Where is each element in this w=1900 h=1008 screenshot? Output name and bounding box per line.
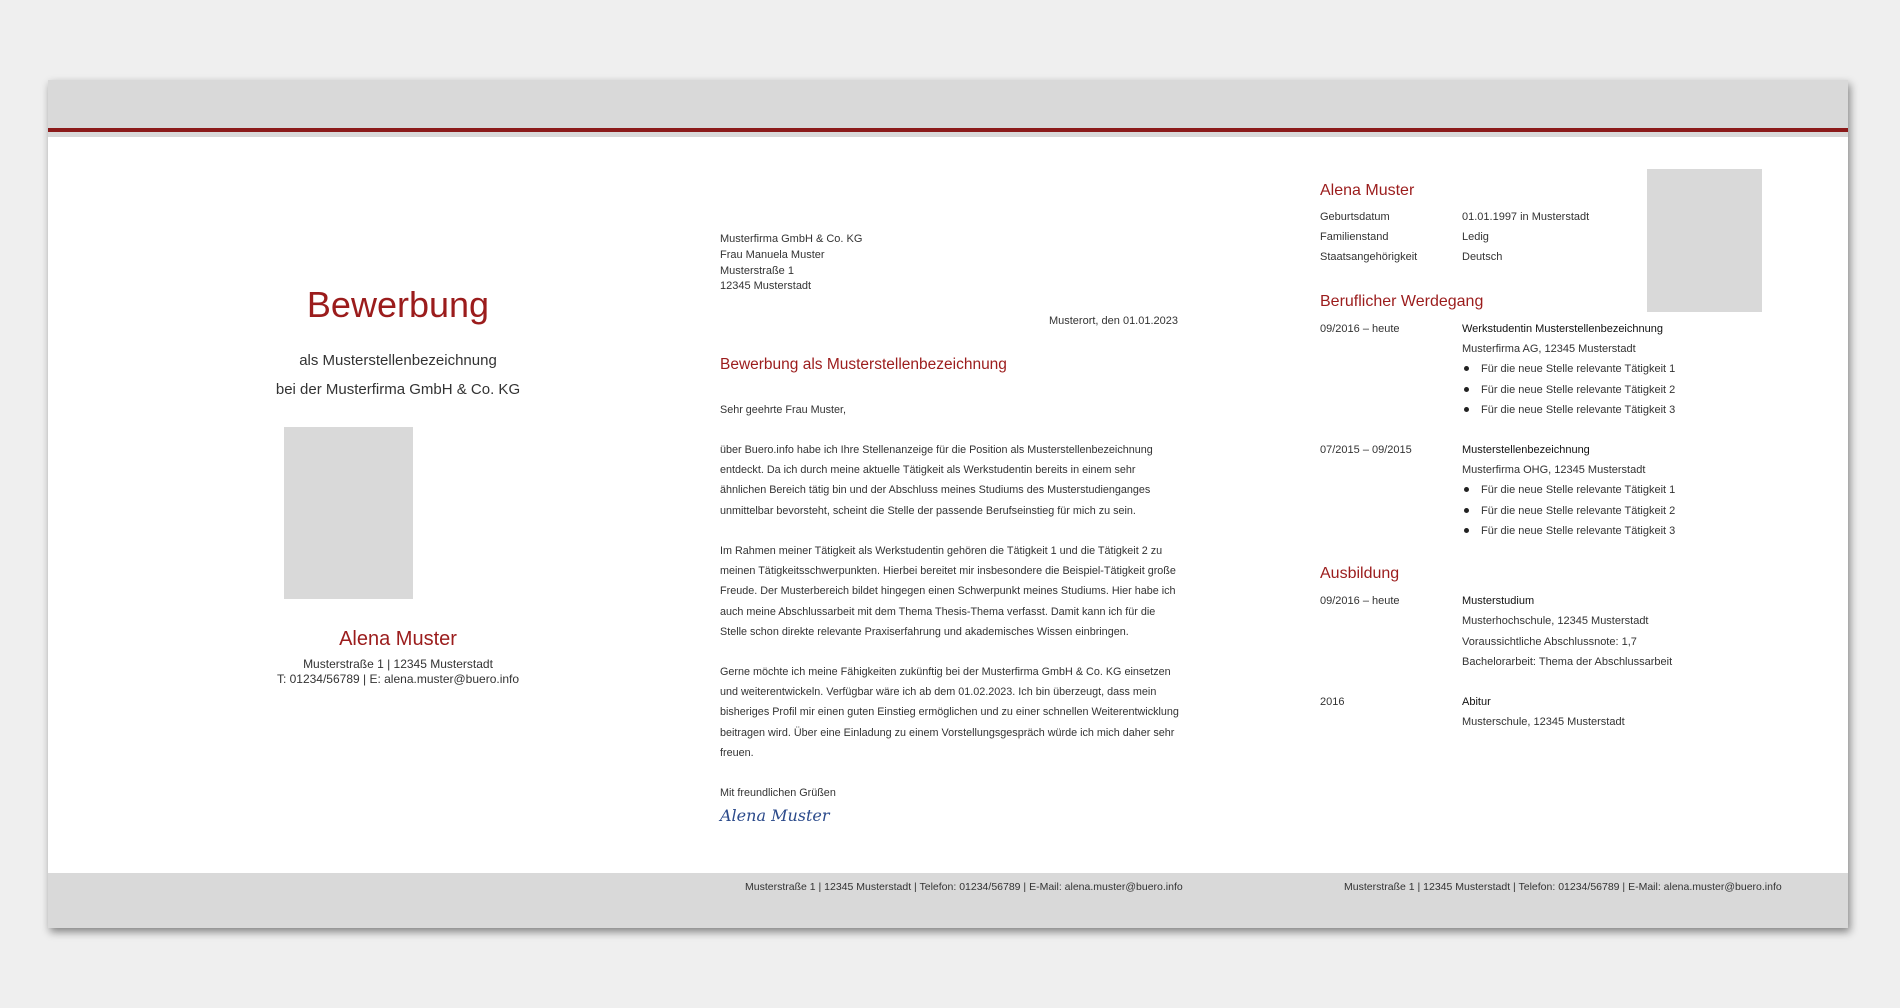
text-line: bisheriges Profil mir einen guten Einstieg ermöglichen und zu einer schnellen Weiterentwicklung xyxy=(720,706,1179,719)
cover-subtitle-2: bei der Musterfirma GmbH & Co. KG xyxy=(275,381,521,398)
letter-date: Musterort, den 01.01.2023 xyxy=(1048,315,1178,327)
text-line: beitragen wird. Über eine Einladung zu einem Vorstellungsgespräch würde ich mich daher sehr xyxy=(720,726,1175,739)
text-line: meinen Tätigkeitsschwerpunkten. Hierbei bereitet mir insbesondere die Beispiel-Tätigkeit große xyxy=(720,565,1176,578)
cover-contact: T: 01234/56789 | E: alena.muster@buero.info xyxy=(276,672,520,686)
letter-paragraph-3 xyxy=(720,662,1180,763)
text-line: freuen. xyxy=(720,746,754,759)
personal-label: Familienstand xyxy=(1320,231,1389,243)
recipient-line: 12345 Musterstadt xyxy=(720,280,812,292)
career-bullet: Für die neue Stelle relevante Tätigkeit 3 xyxy=(1462,404,1675,416)
career-bullet: Für die neue Stelle relevante Tätigkeit 2 xyxy=(1462,384,1675,396)
header-band xyxy=(48,80,1848,129)
cover-address: Musterstraße 1 | 12345 Musterstadt xyxy=(303,657,493,671)
cover-subtitle-1: als Musterstellenbezeichnung xyxy=(299,352,497,369)
education-period: 2016 xyxy=(1320,696,1345,708)
education-heading: Ausbildung xyxy=(1320,565,1400,582)
personal-value: Ledig xyxy=(1462,231,1489,243)
recipient-line: Musterfirma GmbH & Co. KG xyxy=(720,233,863,245)
education-line: Musterhochschule, 12345 Musterstadt xyxy=(1462,615,1649,627)
education-line: Bachelorarbeit: Thema der Abschlussarbeit xyxy=(1462,656,1673,668)
personal-label: Geburtsdatum xyxy=(1320,211,1390,223)
text-line: und weiterentwickeln. Verfügbar wäre ich ab dem 01.02.2023. Ich bin überzeugt, dass mein xyxy=(720,686,1157,699)
education-line: Musterschule, 12345 Musterstadt xyxy=(1462,716,1625,728)
text-line: auch meine Abschlussarbeit mit dem Thema Thesis-Thema verfasst. Damit kann ich für die xyxy=(720,605,1156,618)
career-title: Musterstellenbezeichnung xyxy=(1462,444,1590,456)
cover-title: Bewerbung xyxy=(306,284,490,325)
cv-name: Alena Muster xyxy=(1320,182,1415,199)
cover-name: Alena Muster xyxy=(339,628,457,650)
personal-value: Deutsch xyxy=(1462,251,1503,263)
text-line: Freude. Der Musterbereich bildet hingegen einen Schwerpunkt meines Studiums. Hier habe ich xyxy=(720,585,1176,598)
text-line: entdeckt. Da ich durch meine aktuelle Tätigkeit als Werkstudentin bereits in einem sehr xyxy=(720,464,1136,477)
recipient-line: Musterstraße 1 xyxy=(720,265,794,277)
cv-footer: Musterstraße 1 | 12345 Musterstadt | Telefon: 01234/56789 | E-Mail: alena.muster@buero.info xyxy=(1344,881,1782,893)
personal-label: Staatsangehörigkeit xyxy=(1320,251,1418,263)
salutation: Sehr geehrte Frau Muster, xyxy=(720,404,847,416)
letter-footer: Musterstraße 1 | 12345 Musterstadt | Telefon: 01234/56789 | E-Mail: alena.muster@buero.info xyxy=(745,881,1183,893)
career-period: 09/2016 – heute xyxy=(1320,323,1400,335)
header-underband xyxy=(48,132,1848,137)
signature: Alena Muster xyxy=(720,806,830,825)
letter-subject: Bewerbung als Musterstellenbezeichnung xyxy=(720,356,1007,373)
career-period: 07/2015 – 09/2015 xyxy=(1320,444,1412,456)
career-bullet: Für die neue Stelle relevante Tätigkeit 2 xyxy=(1462,505,1675,517)
career-title: Werkstudentin Musterstellenbezeichnung xyxy=(1462,323,1663,335)
career-bullet: Für die neue Stelle relevante Tätigkeit 1 xyxy=(1462,484,1675,496)
education-title: Musterstudium xyxy=(1462,595,1535,607)
cv-photo-placeholder xyxy=(1647,169,1762,312)
text-line: ähnlichen Bereich tätig bin und der Abschluss meines Studiums des Musterstudienganges xyxy=(720,484,1151,497)
career-bullet: Für die neue Stelle relevante Tätigkeit 1 xyxy=(1462,363,1675,375)
text-line: Stelle schon direkte relevante Praxiserfahrung und akademisches Wissen einbringen. xyxy=(720,625,1129,638)
cover-photo-placeholder xyxy=(284,427,413,599)
letter-paragraph-1 xyxy=(720,440,1180,521)
text-line: über Buero.info habe ich Ihre Stellenanzeige für die Position als Musterstellenbezeichnung xyxy=(720,444,1153,456)
career-bullet: Für die neue Stelle relevante Tätigkeit 3 xyxy=(1462,525,1675,537)
recipient-line: Frau Manuela Muster xyxy=(720,249,825,261)
text-line: Gerne möchte ich meine Fähigkeiten zukünftig bei der Musterfirma GmbH & Co. KG einsetzen xyxy=(720,666,1171,678)
text-line: Im Rahmen meiner Tätigkeit als Werkstudentin gehören die Tätigkeit 1 und die Tätigkeit 2 zu xyxy=(720,545,1163,557)
career-company: Musterfirma AG, 12345 Musterstadt xyxy=(1462,343,1636,355)
closing: Mit freundlichen Grüßen xyxy=(720,787,836,799)
letter-paragraph-2 xyxy=(720,541,1180,642)
text-line: unmittelbar bevorsteht, scheint die Stelle der passende Berufseinstieg für mich zu sein. xyxy=(720,504,1136,517)
education-title: Abitur xyxy=(1462,696,1491,708)
education-period: 09/2016 – heute xyxy=(1320,595,1400,607)
personal-value: 01.01.1997 in Musterstadt xyxy=(1462,211,1590,223)
education-line: Voraussichtliche Abschlussnote: 1,7 xyxy=(1462,636,1637,648)
career-heading: Beruflicher Werdegang xyxy=(1320,293,1484,310)
document-sheet xyxy=(48,80,1848,928)
career-company: Musterfirma OHG, 12345 Musterstadt xyxy=(1462,464,1646,476)
